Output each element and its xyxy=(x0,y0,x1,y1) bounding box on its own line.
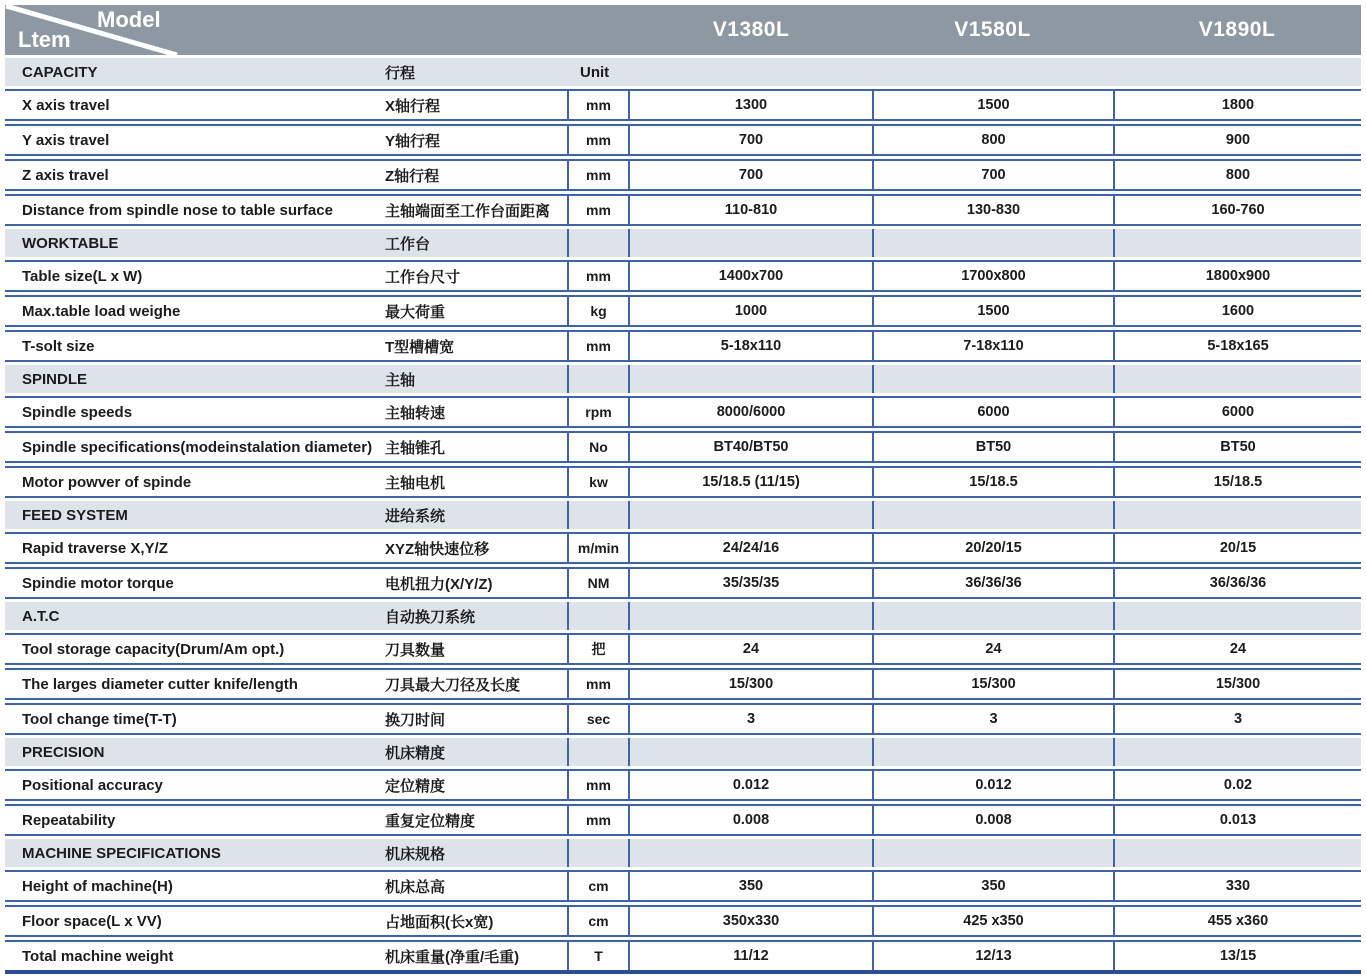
section-row xyxy=(5,501,1361,529)
spec-value: 3 xyxy=(1113,705,1361,733)
section-row xyxy=(5,839,1361,867)
spec-value: 110-810 xyxy=(724,202,778,218)
section-value-cell xyxy=(872,602,1113,630)
section-title-cn: 机床精度 xyxy=(385,744,446,762)
section-title-cn: 机床规格 xyxy=(385,845,446,863)
spec-label-cn: 占地面积(长x宽) xyxy=(385,913,494,931)
spec-label-cn: 电机扭力(X/Y/Z) xyxy=(385,575,493,593)
section-title-cn: 工作台 xyxy=(385,235,431,253)
spec-value: 5-18x110 xyxy=(720,338,782,354)
spec-unit: kw xyxy=(567,468,630,496)
spec-unit: sec xyxy=(567,705,630,733)
spec-value: 7-18x110 xyxy=(872,332,1113,360)
spec-label-cn: 主轴转速 xyxy=(385,404,446,422)
section-title-en: WORKTABLE xyxy=(22,234,119,252)
spec-row xyxy=(5,769,1361,801)
section-value-cell xyxy=(872,229,1113,257)
spec-value: 24 xyxy=(742,641,760,657)
section-value-cell xyxy=(1113,365,1361,393)
spec-label-en: Distance from spindle nose to table surface xyxy=(22,201,333,219)
spec-unit: mm xyxy=(567,161,630,189)
spec-unit: mm xyxy=(567,91,630,119)
section-row xyxy=(5,738,1361,766)
section-unit-cell xyxy=(567,839,630,867)
section-unit-cell xyxy=(567,501,630,529)
spec-value: 1500 xyxy=(872,91,1113,119)
section-value-cell xyxy=(872,58,1113,86)
section-title-en: CAPACITY xyxy=(22,63,98,81)
spec-value: 3 xyxy=(746,711,756,727)
spec-unit: cm xyxy=(567,872,630,900)
spec-value: 0.008 xyxy=(872,806,1113,834)
spec-label-cn: 定位精度 xyxy=(385,777,446,795)
spec-label-cn: 重复定位精度 xyxy=(385,812,476,830)
spec-unit: rpm xyxy=(567,398,630,426)
section-value-cell xyxy=(630,738,872,766)
spec-row xyxy=(5,633,1361,665)
spec-label-en: Spindle speeds xyxy=(22,403,133,421)
spec-label-en: Table size(L x W) xyxy=(22,267,143,285)
section-value-cell xyxy=(872,501,1113,529)
model-header-v1380l: V1380L xyxy=(712,18,790,41)
spec-row xyxy=(5,194,1361,226)
spec-value: 15/18.5 xyxy=(1113,468,1361,496)
spec-value: 700 xyxy=(738,167,764,183)
spec-unit: T xyxy=(567,942,630,970)
section-value-cell xyxy=(1113,602,1361,630)
spec-value: 1700x800 xyxy=(872,262,1113,290)
spec-value: BT50 xyxy=(1113,433,1361,461)
spec-value: 700 xyxy=(738,132,764,148)
spec-label-en: Tool storage capacity(Drum/Am opt.) xyxy=(22,640,285,658)
spec-value: 0.012 xyxy=(872,771,1113,799)
section-unit-cell xyxy=(567,602,630,630)
spec-value: 36/36/36 xyxy=(1113,569,1361,597)
spec-row xyxy=(5,295,1361,327)
spec-label-en: Motor powver of spinde xyxy=(22,473,192,491)
spec-value: 5-18x165 xyxy=(1113,332,1361,360)
spec-value: 1600 xyxy=(1113,297,1361,325)
spec-label-en: Repeatability xyxy=(22,811,116,829)
model-header-v1580l: V1580L xyxy=(954,18,1031,41)
spec-row xyxy=(5,804,1361,836)
section-value-cell xyxy=(630,602,872,630)
spec-value: 6000 xyxy=(872,398,1113,426)
section-row xyxy=(5,602,1361,630)
spec-value: BT50 xyxy=(872,433,1113,461)
spec-label-cn: Z轴行程 xyxy=(385,167,440,185)
spec-value: 130-830 xyxy=(872,196,1113,224)
spec-unit: mm xyxy=(567,332,630,360)
section-title-cn: 自动换刀系统 xyxy=(385,608,476,626)
corner-model-label: Model xyxy=(97,7,161,32)
spec-value: 15/18.5 (11/15) xyxy=(702,474,800,490)
spec-row xyxy=(5,124,1361,156)
section-value-cell xyxy=(630,839,872,867)
section-value-cell xyxy=(1113,58,1361,86)
corner-item-label: Ltem xyxy=(18,27,71,52)
spec-value: 12/13 xyxy=(872,942,1113,970)
section-title-en: SPINDLE xyxy=(22,370,88,388)
spec-unit: mm xyxy=(567,262,630,290)
section-value-cell xyxy=(872,839,1113,867)
spec-row xyxy=(5,466,1361,498)
spec-label-cn: 最大荷重 xyxy=(385,303,446,321)
spec-label-cn: 主轴锥孔 xyxy=(385,439,446,457)
section-title-cn: 行程 xyxy=(385,64,416,82)
spec-value: 455 x360 xyxy=(1113,907,1361,935)
header-corner xyxy=(5,5,630,55)
spec-row xyxy=(5,260,1361,292)
section-title-cn: 主轴 xyxy=(385,371,416,389)
spec-value: 350x330 xyxy=(722,913,780,929)
spec-value: 160-760 xyxy=(1113,196,1361,224)
spec-label-en: Total machine weight xyxy=(22,947,174,965)
spec-value: 11/12 xyxy=(733,948,769,964)
spec-label-en: Y axis travel xyxy=(22,131,110,149)
spec-label-cn: 主轴端面至工作台面距离 xyxy=(385,202,551,220)
spec-unit: cm xyxy=(567,907,630,935)
spec-unit: mm xyxy=(567,670,630,698)
spec-label-en: Z axis travel xyxy=(22,166,109,184)
spec-row xyxy=(5,905,1361,937)
spec-row xyxy=(5,567,1361,599)
section-value-cell xyxy=(630,229,872,257)
spec-label-en: Spindle specifications(modeinstalation diameter) xyxy=(22,438,373,456)
spec-label-cn: 刀具最大刀径及长度 xyxy=(385,676,521,694)
model-header-v1890l: V1890L xyxy=(1198,18,1276,41)
section-title-cn: 进给系统 xyxy=(385,507,446,525)
spec-value: 1000 xyxy=(734,303,768,319)
spec-label-cn: 主轴电机 xyxy=(385,474,446,492)
table-header xyxy=(5,5,1361,55)
spec-row xyxy=(5,668,1361,700)
spec-row xyxy=(5,870,1361,902)
spec-value: 800 xyxy=(1113,161,1361,189)
spec-label-cn: 机床重量(净重/毛重) xyxy=(385,948,520,966)
section-row xyxy=(5,58,1361,86)
spec-value: 15/18.5 xyxy=(872,468,1113,496)
spec-value: 330 xyxy=(1113,872,1361,900)
section-value-cell xyxy=(1113,738,1361,766)
spec-label-cn: 刀具数量 xyxy=(385,641,446,659)
spec-value: 15/300 xyxy=(728,676,774,692)
spec-value: 425 x350 xyxy=(872,907,1113,935)
spec-label-cn: 工作台尺寸 xyxy=(385,268,461,286)
spec-value: 24 xyxy=(1113,635,1361,663)
spec-label-cn: 换刀时间 xyxy=(385,711,446,729)
spec-unit: mm xyxy=(567,806,630,834)
spec-unit: m/min xyxy=(567,534,630,562)
section-value-cell xyxy=(630,365,872,393)
spec-label-cn: 机床总高 xyxy=(385,878,446,896)
spec-value: 350 xyxy=(738,878,764,894)
section-value-cell xyxy=(872,365,1113,393)
spec-unit: mm xyxy=(567,771,630,799)
spec-value: 15/300 xyxy=(872,670,1113,698)
section-title-en: MACHINE SPECIFICATIONS xyxy=(22,844,221,862)
spec-label-cn: T型槽槽宽 xyxy=(385,338,455,356)
spec-unit: kg xyxy=(567,297,630,325)
spec-unit: No xyxy=(567,433,630,461)
spec-value: 6000 xyxy=(1113,398,1361,426)
spec-value: 1800x900 xyxy=(1113,262,1361,290)
spec-value: 1300 xyxy=(734,97,768,113)
spec-row xyxy=(5,89,1361,121)
spec-value: BT40/BT50 xyxy=(713,439,789,455)
spec-label-en: Rapid traverse X,Y/Z xyxy=(22,539,168,557)
table-body xyxy=(5,58,1361,974)
section-value-cell xyxy=(1113,501,1361,529)
spec-label-en: Floor space(L x VV) xyxy=(22,912,162,930)
spec-value: 24/24/16 xyxy=(722,540,780,556)
spec-row xyxy=(5,159,1361,191)
spec-value: 0.013 xyxy=(1113,806,1361,834)
section-value-cell xyxy=(630,58,872,86)
spec-label-cn: Y轴行程 xyxy=(385,132,441,150)
spec-value: 0.008 xyxy=(732,812,770,828)
section-title-en: PRECISION xyxy=(22,743,105,761)
spec-row xyxy=(5,431,1361,463)
section-row xyxy=(5,365,1361,393)
spec-label-en: Spindie motor torque xyxy=(22,574,174,592)
spec-value: 0.02 xyxy=(1113,771,1361,799)
spec-label-en: Max.table load weighe xyxy=(22,302,181,320)
spec-value: 20/15 xyxy=(1113,534,1361,562)
spec-value: 0.012 xyxy=(732,777,770,793)
spec-value: 36/36/36 xyxy=(872,569,1113,597)
spec-label-cn: XYZ轴快速位移 xyxy=(385,540,490,558)
spec-label-en: T-solt size xyxy=(22,337,95,355)
section-title-en: A.T.C xyxy=(22,607,60,625)
spec-row xyxy=(5,330,1361,362)
spec-value: 700 xyxy=(872,161,1113,189)
spec-value: 13/15 xyxy=(1113,942,1361,970)
spec-value: 8000/6000 xyxy=(716,404,786,420)
section-unit-cell xyxy=(567,229,630,257)
section-unit-cell xyxy=(567,365,630,393)
section-title-en: FEED SYSTEM xyxy=(22,506,128,524)
section-unit-cell: Unit xyxy=(580,63,610,81)
spec-row xyxy=(5,396,1361,428)
spec-value: 900 xyxy=(1113,126,1361,154)
spec-value: 15/300 xyxy=(1113,670,1361,698)
spec-row xyxy=(5,703,1361,735)
spec-value: 350 xyxy=(872,872,1113,900)
section-value-cell xyxy=(630,501,872,529)
spec-row xyxy=(5,532,1361,564)
section-value-cell xyxy=(1113,839,1361,867)
spec-value: 3 xyxy=(872,705,1113,733)
spec-unit: NM xyxy=(567,569,630,597)
section-unit-cell xyxy=(567,738,630,766)
section-row xyxy=(5,229,1361,257)
spec-label-en: Positional accuracy xyxy=(22,776,163,794)
spec-value: 1400x700 xyxy=(718,268,784,284)
spec-unit: mm xyxy=(567,196,630,224)
spec-value: 1800 xyxy=(1113,91,1361,119)
spec-unit: 把 xyxy=(567,635,630,663)
spec-value: 800 xyxy=(872,126,1113,154)
spec-row xyxy=(5,940,1361,974)
section-value-cell xyxy=(1113,229,1361,257)
spec-label-cn: X轴行程 xyxy=(385,97,441,115)
spec-label-en: The larges diameter cutter knife/length xyxy=(22,675,298,693)
spec-label-en: Tool change time(T-T) xyxy=(22,710,177,728)
spec-value: 35/35/35 xyxy=(722,575,780,591)
spec-value: 1500 xyxy=(872,297,1113,325)
spec-value: 24 xyxy=(872,635,1113,663)
spec-label-en: Height of machine(H) xyxy=(22,877,173,895)
spec-unit: mm xyxy=(567,126,630,154)
spec-sheet xyxy=(5,5,1361,974)
spec-value: 20/20/15 xyxy=(872,534,1113,562)
section-value-cell xyxy=(872,738,1113,766)
spec-label-en: X axis travel xyxy=(22,96,110,114)
